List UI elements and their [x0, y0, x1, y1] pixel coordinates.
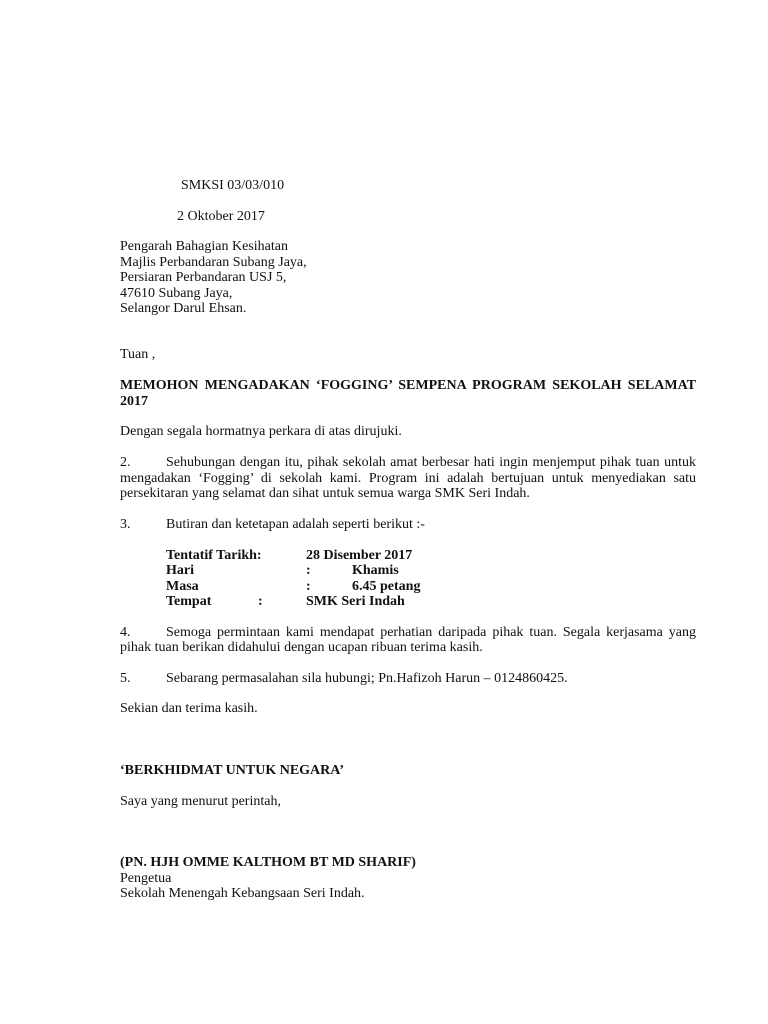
signatory-name: (PN. HJH OMME KALTHOM BT MD SHARIF)	[120, 855, 416, 870]
subject-line: 2017	[120, 394, 148, 409]
masa-label: Masa	[166, 579, 199, 594]
paragraph-line: persekitaran yang selamat dan sihat untuk semua warga SMK Seri Indah.	[120, 486, 530, 501]
paragraph-number: 4.	[120, 625, 131, 640]
paragraph-line: Sehubungan dengan itu, pihak sekolah amat berbesar hati ingin menjemput pihak tuan untuk	[166, 455, 696, 470]
recipient-line: 47610 Subang Jaya,	[120, 286, 233, 301]
hari-label: Hari	[166, 563, 194, 578]
tarikh-value: 28 Disember 2017	[306, 548, 413, 563]
opening-sentence: Dengan segala hormatnya perkara di atas dirujuki.	[120, 424, 402, 439]
letter-date: 2 Oktober 2017	[177, 209, 265, 224]
tempat-value: SMK Seri Indah	[306, 594, 405, 609]
sign-off: Saya yang menurut perintah,	[120, 794, 281, 809]
salutation: Tuan ,	[120, 347, 156, 362]
subject-line: MEMOHON MENGADAKAN ‘FOGGING’ SEMPENA PROGRAM SEKOLAH SELAMAT	[120, 378, 696, 393]
recipient-line: Selangor Darul Ehsan.	[120, 301, 247, 316]
paragraph-number: 3.	[120, 517, 131, 532]
reference-number: SMKSI 03/03/010	[181, 178, 285, 193]
hari-colon: :	[306, 563, 311, 578]
motto: ‘BERKHIDMAT UNTUK NEGARA’	[120, 763, 345, 778]
closing-sentence: Sekian dan terima kasih.	[120, 701, 258, 716]
paragraph-line: pihak tuan berikan didahului dengan ucapan ribuan terima kasih.	[120, 640, 483, 655]
signatory-position: Pengetua	[120, 871, 172, 886]
tempat-colon: :	[258, 594, 263, 609]
paragraph-line: mengadakan ‘Fogging’ di sekolah kami. Program ini adalah bertujuan untuk menyediakan satu	[120, 471, 696, 486]
recipient-line: Persiaran Perbandaran USJ 5,	[120, 270, 287, 285]
tarikh-label: Tentatif Tarikh:	[166, 548, 262, 563]
masa-colon: :	[306, 579, 311, 594]
recipient-line: Pengarah Bahagian Kesihatan	[120, 239, 288, 254]
paragraph-number: 2.	[120, 455, 131, 470]
tempat-label: Tempat	[166, 594, 212, 609]
school-name: Sekolah Menengah Kebangsaan Seri Indah.	[120, 886, 365, 901]
paragraph-text: Sebarang permasalahan sila hubungi; Pn.Hafizoh Harun – 0124860425.	[166, 671, 568, 686]
masa-value: 6.45 petang	[352, 579, 421, 594]
paragraph-text: Butiran dan ketetapan adalah seperti berikut :-	[166, 517, 425, 532]
paragraph-number: 5.	[120, 671, 131, 686]
hari-value: Khamis	[352, 563, 399, 578]
paragraph-line: Semoga permintaan kami mendapat perhatian daripada pihak tuan. Segala kerjasama yang	[166, 625, 696, 640]
recipient-line: Majlis Perbandaran Subang Jaya,	[120, 255, 307, 270]
